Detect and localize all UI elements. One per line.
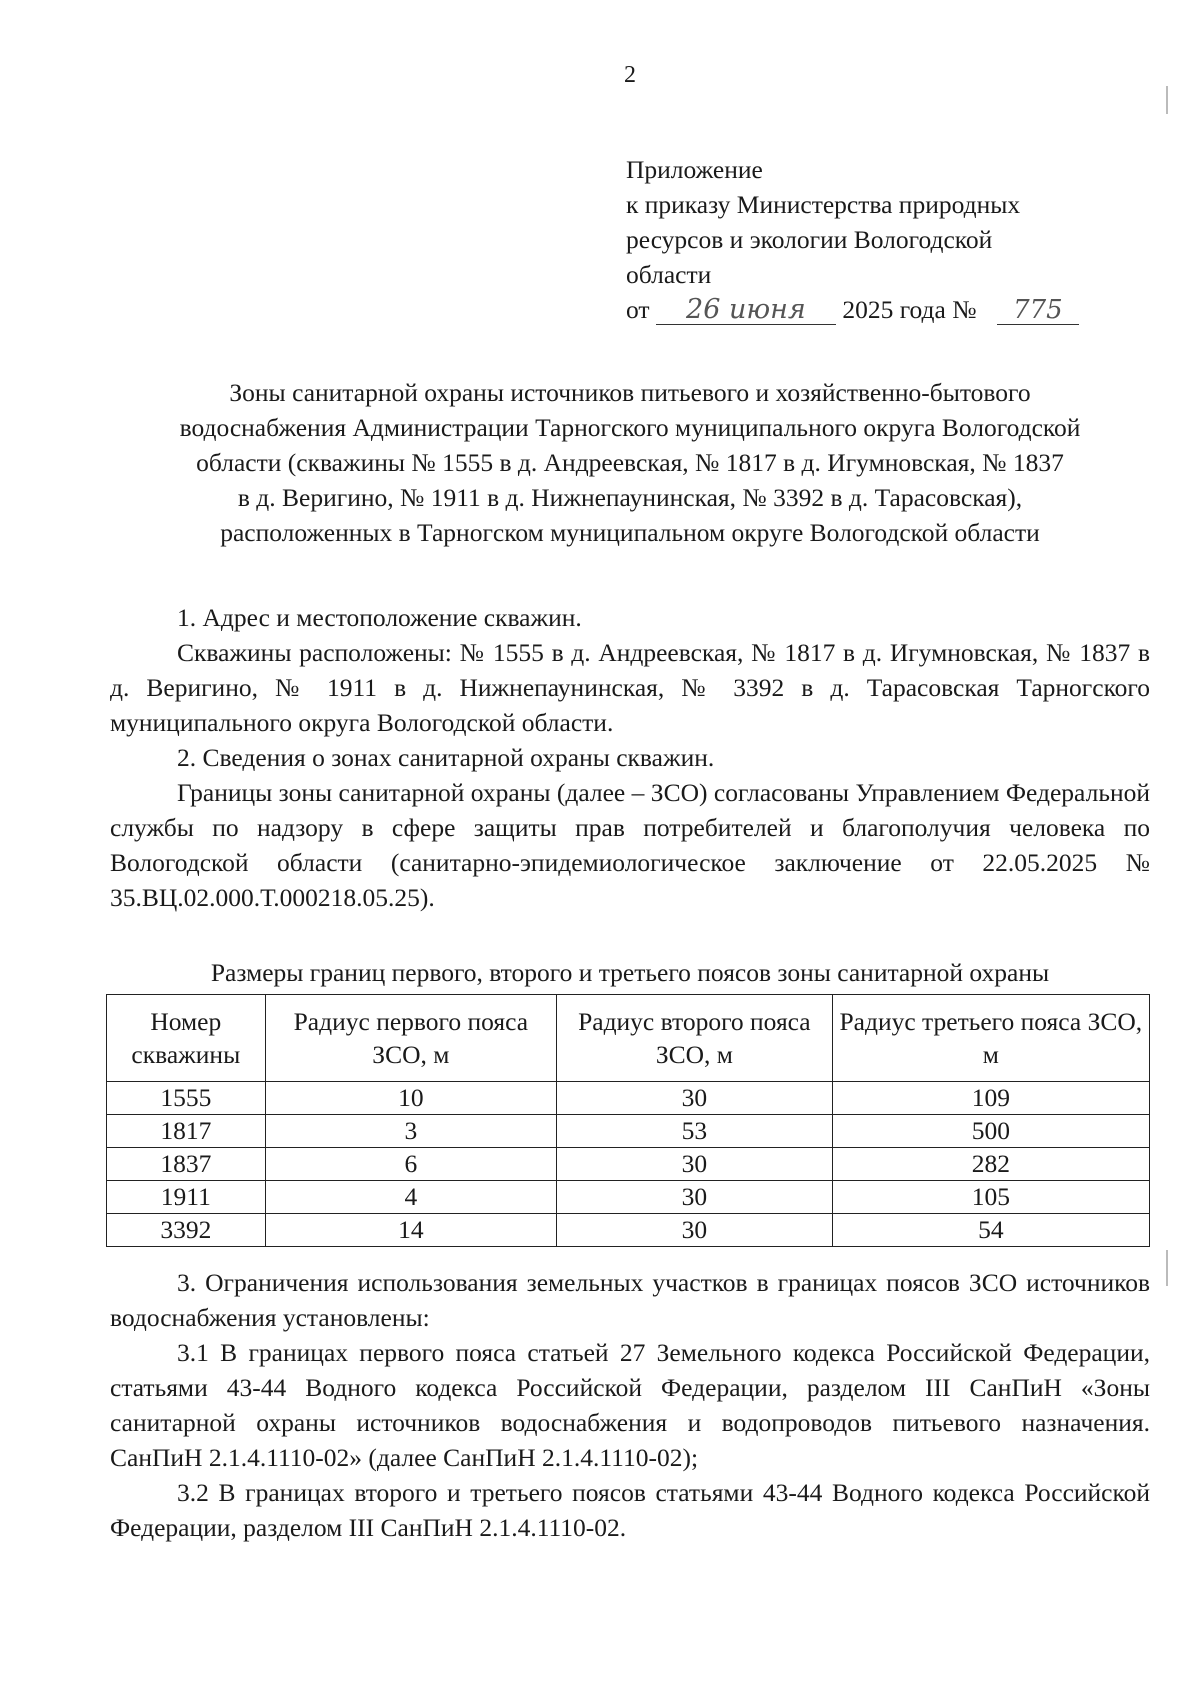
zso-radius-table xyxy=(106,994,1150,1247)
table-caption: Размеры границ первого, второго и третьего поясов зоны санитарной охраны xyxy=(210,958,1050,987)
cell-first-belt: 4 xyxy=(265,1181,556,1214)
header-well-number: Номер скважины xyxy=(107,995,266,1082)
handwritten-order-number: 775 xyxy=(997,296,1079,325)
cell-second-belt: 53 xyxy=(557,1115,833,1148)
cell-well-number: 1817 xyxy=(107,1115,266,1148)
title-line: в д. Веригино, № 1911 в д. Нижнепаунинская, № 3392 в д. Тарасовская), xyxy=(237,483,1023,512)
title-line: Зоны санитарной охраны источников питьевого и хозяйственно-бытового xyxy=(229,378,1031,407)
header-second-belt: Радиус второго пояса ЗСО, м xyxy=(557,995,833,1082)
section-2-heading: 2. Сведения о зонах санитарной охраны скважин. xyxy=(177,743,715,772)
appendix-block xyxy=(626,152,1146,327)
header-third-belt: Радиус третьего пояса ЗСО, м xyxy=(832,995,1149,1082)
cell-third-belt: 282 xyxy=(832,1148,1149,1181)
appendix-line: области xyxy=(626,260,712,289)
table-row xyxy=(107,1082,1150,1115)
cell-first-belt: 14 xyxy=(265,1214,556,1247)
title-line: водоснабжения Администрации Тарногского муниципального округа Вологодской xyxy=(179,413,1081,442)
section-3-heading: 3. Ограничения использования земельных участков в границах поясов ЗСО источников водоснабжения установлены: xyxy=(110,1268,1150,1332)
section-3-item-1: 3.1 В границах первого пояса статьей 27 Земельного кодекса Российской Федерации, статьями 43-44 Водного кодекса Российской Федерации, разделом III СанПиН «Зоны санитарной охраны источников водоснабжения и водопроводов питьевого назначения. СанПиН 2.1.4.1110-02» (далее СанПиН 2.1.4.1110-02); xyxy=(110,1338,1150,1472)
appendix-date-line xyxy=(626,292,1146,327)
cell-first-belt: 3 xyxy=(265,1115,556,1148)
table-row xyxy=(107,1115,1150,1148)
cell-second-belt: 30 xyxy=(557,1148,833,1181)
section-3 xyxy=(110,1265,1150,1545)
section-1-text: Скважины расположены: № 1555 в д. Андреевская, № 1817 в д. Игумновская, № 1837 в д. Веригино, № 1911 в д. Нижнепаунинская, № 3392 в д. Тарасовская Тарногского муниципального округа Вологодской области. xyxy=(110,638,1150,737)
cell-third-belt: 54 xyxy=(832,1214,1149,1247)
cell-well-number: 1837 xyxy=(107,1148,266,1181)
cell-second-belt: 30 xyxy=(557,1214,833,1247)
section-2-text: Границы зоны санитарной охраны (далее – ЗСО) согласованы Управлением Федеральной службы по надзору в сфере защиты прав потребителей и благополучия человека по Вологодской области (санитарно-эпидемиологическое заключение от 22.05.2025 № 35.ВЦ.02.000.Т.000218.05.25). xyxy=(110,778,1150,912)
cell-third-belt: 500 xyxy=(832,1115,1149,1148)
header-first-belt: Радиус первого пояса ЗСО, м xyxy=(265,995,556,1082)
cell-third-belt: 109 xyxy=(832,1082,1149,1115)
sections-1-2 xyxy=(110,600,1150,915)
appendix-line: ресурсов и экологии Вологодской xyxy=(626,225,993,254)
cell-first-belt: 6 xyxy=(265,1148,556,1181)
section-3-item-2: 3.2 В границах второго и третьего поясов статьями 43-44 Водного кодекса Российской Федерации, разделом III СанПиН 2.1.4.1110-02. xyxy=(110,1478,1150,1542)
table-row xyxy=(107,1181,1150,1214)
scan-edge-mark xyxy=(1166,1250,1168,1286)
handwritten-date: 26 июня xyxy=(656,296,836,325)
cell-second-belt: 30 xyxy=(557,1082,833,1115)
appendix-line: Приложение xyxy=(626,155,763,184)
scan-edge-mark xyxy=(1166,86,1168,114)
year-text: 2025 года № xyxy=(842,295,977,324)
cell-first-belt: 10 xyxy=(265,1082,556,1115)
table-row xyxy=(107,1148,1150,1181)
title-line: расположенных в Тарногском муниципальном округе Вологодской области xyxy=(220,518,1040,547)
cell-second-belt: 30 xyxy=(557,1181,833,1214)
title-line: области (скважины № 1555 в д. Андреевская, № 1817 в д. Игумновская, № 1837 xyxy=(196,448,1064,477)
date-prefix: от xyxy=(626,295,650,324)
page-number: 2 xyxy=(624,62,636,88)
cell-well-number: 3392 xyxy=(107,1214,266,1247)
section-1-heading: 1. Адрес и местоположение скважин. xyxy=(177,603,582,632)
table-header-row xyxy=(107,995,1150,1082)
cell-well-number: 1911 xyxy=(107,1181,266,1214)
table-row xyxy=(107,1214,1150,1247)
cell-well-number: 1555 xyxy=(107,1082,266,1115)
cell-third-belt: 105 xyxy=(832,1181,1149,1214)
appendix-line: к приказу Министерства природных xyxy=(626,190,1021,219)
document-title xyxy=(110,375,1150,550)
